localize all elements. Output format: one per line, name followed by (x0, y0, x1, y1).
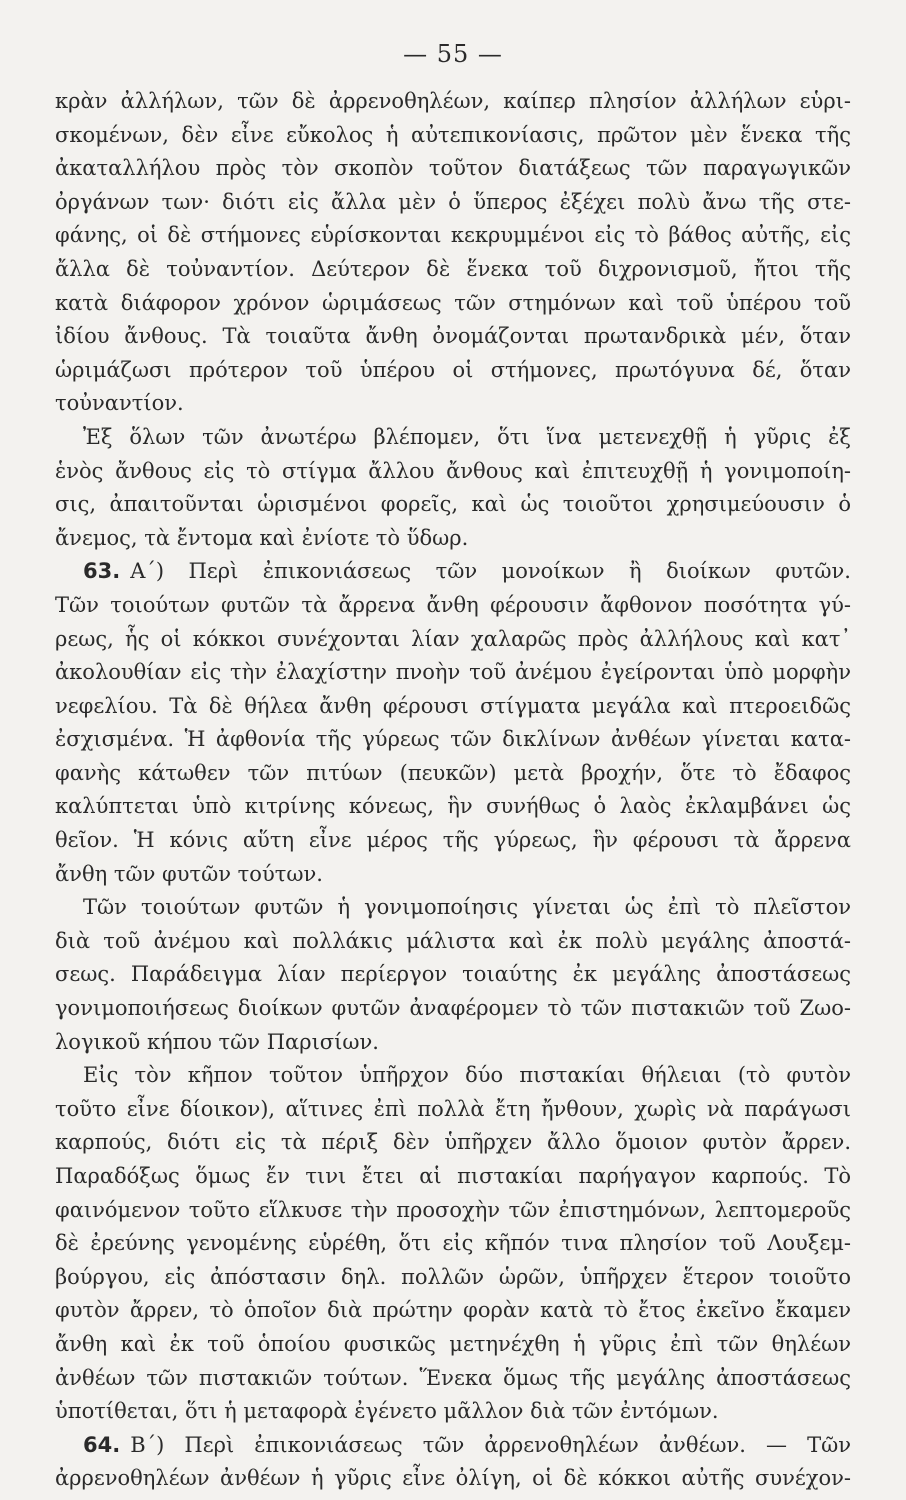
line-text: κρὰν ἀλλήλων, τῶν δὲ ἀρρενοθηλέων, καίπερ πλησίον ἀλλήλων εὑρι- (55, 89, 851, 113)
line-text: ἰδίου ἄνθους. Τὰ τοιαῦτα ἄνθη ὀνομάζονται πρωτανδρικὰ μέν, ὅταν (55, 324, 851, 349)
section-number: 63. (83, 559, 121, 584)
text-line (55, 1362, 851, 1396)
text-line (55, 790, 851, 824)
text-line (55, 219, 851, 253)
line-text: Β´) Περὶ ἐπικονιάσεως τῶν ἀρρενοθηλέων ἀνθέων. — Τῶν (130, 1432, 851, 1457)
line-text: ἄλλα δὲ τοὐναντίον. Δεύτερον δὲ ἕνεκα τοῦ διχρονισμοῦ, ἤτοι τῆς (55, 256, 851, 281)
text-line (55, 119, 851, 153)
text-line (55, 1294, 851, 1328)
line-text: ἄνθη τῶν φυτῶν τούτων. (55, 861, 323, 886)
text-line (55, 488, 851, 522)
text-line (55, 387, 851, 421)
text-line (55, 1328, 851, 1362)
line-text: τοὐναντίον. (55, 391, 184, 416)
line-text: ἑνὸς ἄνθους εἰς τὸ στίγμα ἄλλου ἄνθους καὶ ἐπιτευχθῇ ἡ γονιμοποίη- (55, 458, 851, 483)
line-text: Τῶν τοιούτων φυτῶν τὰ ἄρρενα ἄνθη φέρουσιν ἄφθονον ποσότητα γύ- (55, 592, 851, 617)
text-line (55, 354, 851, 388)
text-line (55, 925, 851, 959)
text-line (55, 1126, 851, 1160)
line-text: διὰ τοῦ ἀνέμου καὶ πολλάκις μάλιστα καὶ ἐκ πολὺ μεγάλης ἀποστά- (55, 928, 851, 953)
line-text: ὡριμάζωσι πρότερον τοῦ ὑπέρου οἱ στήμονες, πρωτόγυνα δέ, ὅταν (55, 357, 851, 382)
line-text: σις, ἀπαιτοῦνται ὡρισμένοι φορεῖς, καὶ ὡς τοιοῦτοι χρησιμεύουσιν ὁ (55, 492, 851, 517)
text-line (55, 1160, 851, 1194)
text-line (55, 287, 851, 321)
section-heading-line (55, 555, 851, 589)
line-text: φαινόμενον τοῦτο εἵλκυσε τὴν προσοχὴν τῶν ἐπιστημόνων, λεπτομεροῦς (55, 1197, 851, 1222)
line-text: καλύπτεται ὑπὸ κιτρίνης κόνεως, ἣν συνήθως ὁ λαὸς ἐκλαμβάνει ὡς (55, 794, 851, 819)
line-text: ρεως, ἧς οἱ κόκκοι συνέχονται λίαν χαλαρῶς πρὸς ἀλλήλους καὶ κατ᾽ (55, 626, 851, 651)
text-line (55, 320, 851, 354)
text-line (55, 455, 851, 489)
text-line (55, 992, 851, 1026)
text-line (55, 1462, 851, 1496)
line-text: ἄνθη καὶ ἐκ τοῦ ὁποίου φυσικῶς μετηνέχθη ἡ γῦρις ἐπὶ τῶν θηλέων (55, 1331, 851, 1356)
line-text: θεῖον. Ἡ κόνις αὕτη εἶνε μέρος τῆς γύρεως, ἣν φέρουσι τὰ ἄρρενα (55, 828, 851, 853)
line-text: ὀργάνων των· διότι εἰς ἄλλα μὲν ὁ ὕπερος ἐξέχει πολὺ ἄνω τῆς στε- (55, 189, 851, 214)
line-text: Εἰς τὸν κῆπον τοῦτον ὑπῆρχον δύο πιστακίαι θήλειαι (τὸ φυτὸν (83, 1063, 851, 1088)
line-text: ἀρρενοθηλέων ἀνθέων ἡ γῦρις εἶνε ὀλίγη, οἱ δὲ κόκκοι αὐτῆς συνέχον- (55, 1466, 851, 1491)
text-line (55, 958, 851, 992)
line-text: τοῦτο εἶνε δίοικον), αἵτινες ἐπὶ πολλὰ ἔτη ἤνθουν, χωρὶς νὰ παράγωσι (55, 1096, 851, 1121)
section-heading-line (55, 1429, 851, 1463)
line-text: βούργου, εἰς ἀπόστασιν δηλ. πολλῶν ὡρῶν, ὑπῆρχεν ἕτερον τοιοῦτο (55, 1264, 851, 1289)
line-text: ἀκολουθίαν εἰς τὴν ἐλαχίστην πνοὴν τοῦ ἀνέμου ἐγείρονται ὑπὸ μορφὴν (55, 660, 851, 685)
text-line (55, 152, 851, 186)
line-text: σκομένων, δὲν εἶνε εὔκολος ἡ αὐτεπικονίασις, πρῶτον μὲν ἕνεκα τῆς (55, 122, 851, 147)
text-line (55, 690, 851, 724)
line-text: δὲ ἐρεύνης γενομένης εὑρέθη, ὅτι εἰς κῆπόν τινα πλησίον τοῦ Λουξεμ- (55, 1231, 851, 1256)
text-line (55, 1026, 851, 1060)
line-text: ἀκαταλλήλου πρὸς τὸν σκοπὸν τοῦτον διατάξεως τῶν παραγωγικῶν (55, 156, 851, 181)
text-line (55, 253, 851, 287)
text-line (55, 186, 851, 220)
text-line (55, 656, 851, 690)
line-text: νεφελίου. Τὰ δὲ θήλεα ἄνθη φέρουσι στίγματα μεγάλα καὶ πτεροειδῶς (55, 693, 851, 718)
text-line (55, 623, 851, 657)
line-text: ἐσχισμένα. Ἡ ἀφθονία τῆς γύρεως τῶν δικλίνων ἀνθέων γίνεται κατα- (55, 727, 851, 752)
line-text: φανὴς κάτωθεν τῶν πιτύων (πευκῶν) μετὰ βροχήν, ὅτε τὸ ἔδαφος (55, 760, 851, 785)
text-line (55, 723, 851, 757)
text-line (55, 891, 851, 925)
page-number: — 55 — (403, 40, 503, 68)
text-line (55, 757, 851, 791)
text-line (55, 824, 851, 858)
line-text: Τῶν τοιούτων φυτῶν ἡ γονιμοποίησις γίνεται ὡς ἐπὶ τὸ πλεῖστον (83, 895, 851, 920)
line-text: φάνης, οἱ δὲ στήμονες εὑρίσκονται κεκρυμμένοι εἰς τὸ βάθος αὐτῆς, εἰς (55, 223, 851, 248)
line-text: κατὰ διάφορον χρόνον ὡριμάσεως τῶν στημόνων καὶ τοῦ ὑπέρου τοῦ (55, 290, 851, 315)
text-line (55, 1227, 851, 1261)
line-text: Παραδόξως ὅμως ἔν τινι ἔτει αἱ πιστακίαι παρήγαγον καρπούς. Τὸ (55, 1164, 851, 1188)
text-line (55, 1093, 851, 1127)
page-body-text (55, 85, 851, 1496)
line-text: ὑποτίθεται, ὅτι ἡ μεταφορὰ ἐγένετο μᾶλλον διὰ τῶν ἐντόμων. (55, 1399, 719, 1424)
text-line (55, 85, 851, 119)
text-line (55, 421, 851, 455)
line-text: Α´) Περὶ ἐπικονιάσεως τῶν μονοίκων ἢ διοίκων φυτῶν. (130, 559, 851, 584)
line-text: ἄνεμος, τὰ ἔντομα καὶ ἐνίοτε τὸ ὕδωρ. (55, 525, 469, 550)
line-text: ἀνθέων τῶν πιστακιῶν τούτων. Ἕνεκα ὅμως τῆς μεγάλης ἀποστάσεως (55, 1365, 851, 1390)
text-line (55, 589, 851, 623)
line-text: γονιμοποιήσεως διοίκων φυτῶν ἀναφέρομεν τὸ τῶν πιστακιῶν τοῦ Ζωο- (55, 996, 851, 1021)
line-text: Ἐξ ὅλων τῶν ἀνωτέρω βλέπομεν, ὅτι ἵνα μετενεχθῇ ἡ γῦρις ἐξ (83, 424, 851, 449)
line-text: φυτὸν ἄρρεν, τὸ ὁποῖον διὰ πρώτην φορὰν κατὰ τὸ ἔτος ἐκεῖνο ἔκαμεν (55, 1298, 851, 1323)
text-line (55, 858, 851, 892)
section-number: 64. (83, 1432, 121, 1457)
text-line (55, 1194, 851, 1228)
text-line (55, 1261, 851, 1295)
text-line (55, 522, 851, 556)
line-text: σεως. Παράδειγμα λίαν περίεργον τοιαύτης ἐκ μεγάλης ἀποστάσεως (55, 962, 851, 987)
text-line (55, 1059, 851, 1093)
line-text: λογικοῦ κήπου τῶν Παρισίων. (55, 1029, 379, 1054)
text-line (55, 1395, 851, 1429)
line-text: καρπούς, διότι εἰς τὰ πέριξ δὲν ὑπῆρχεν ἄλλο ὅμοιον φυτὸν ἄρρεν. (55, 1130, 851, 1155)
